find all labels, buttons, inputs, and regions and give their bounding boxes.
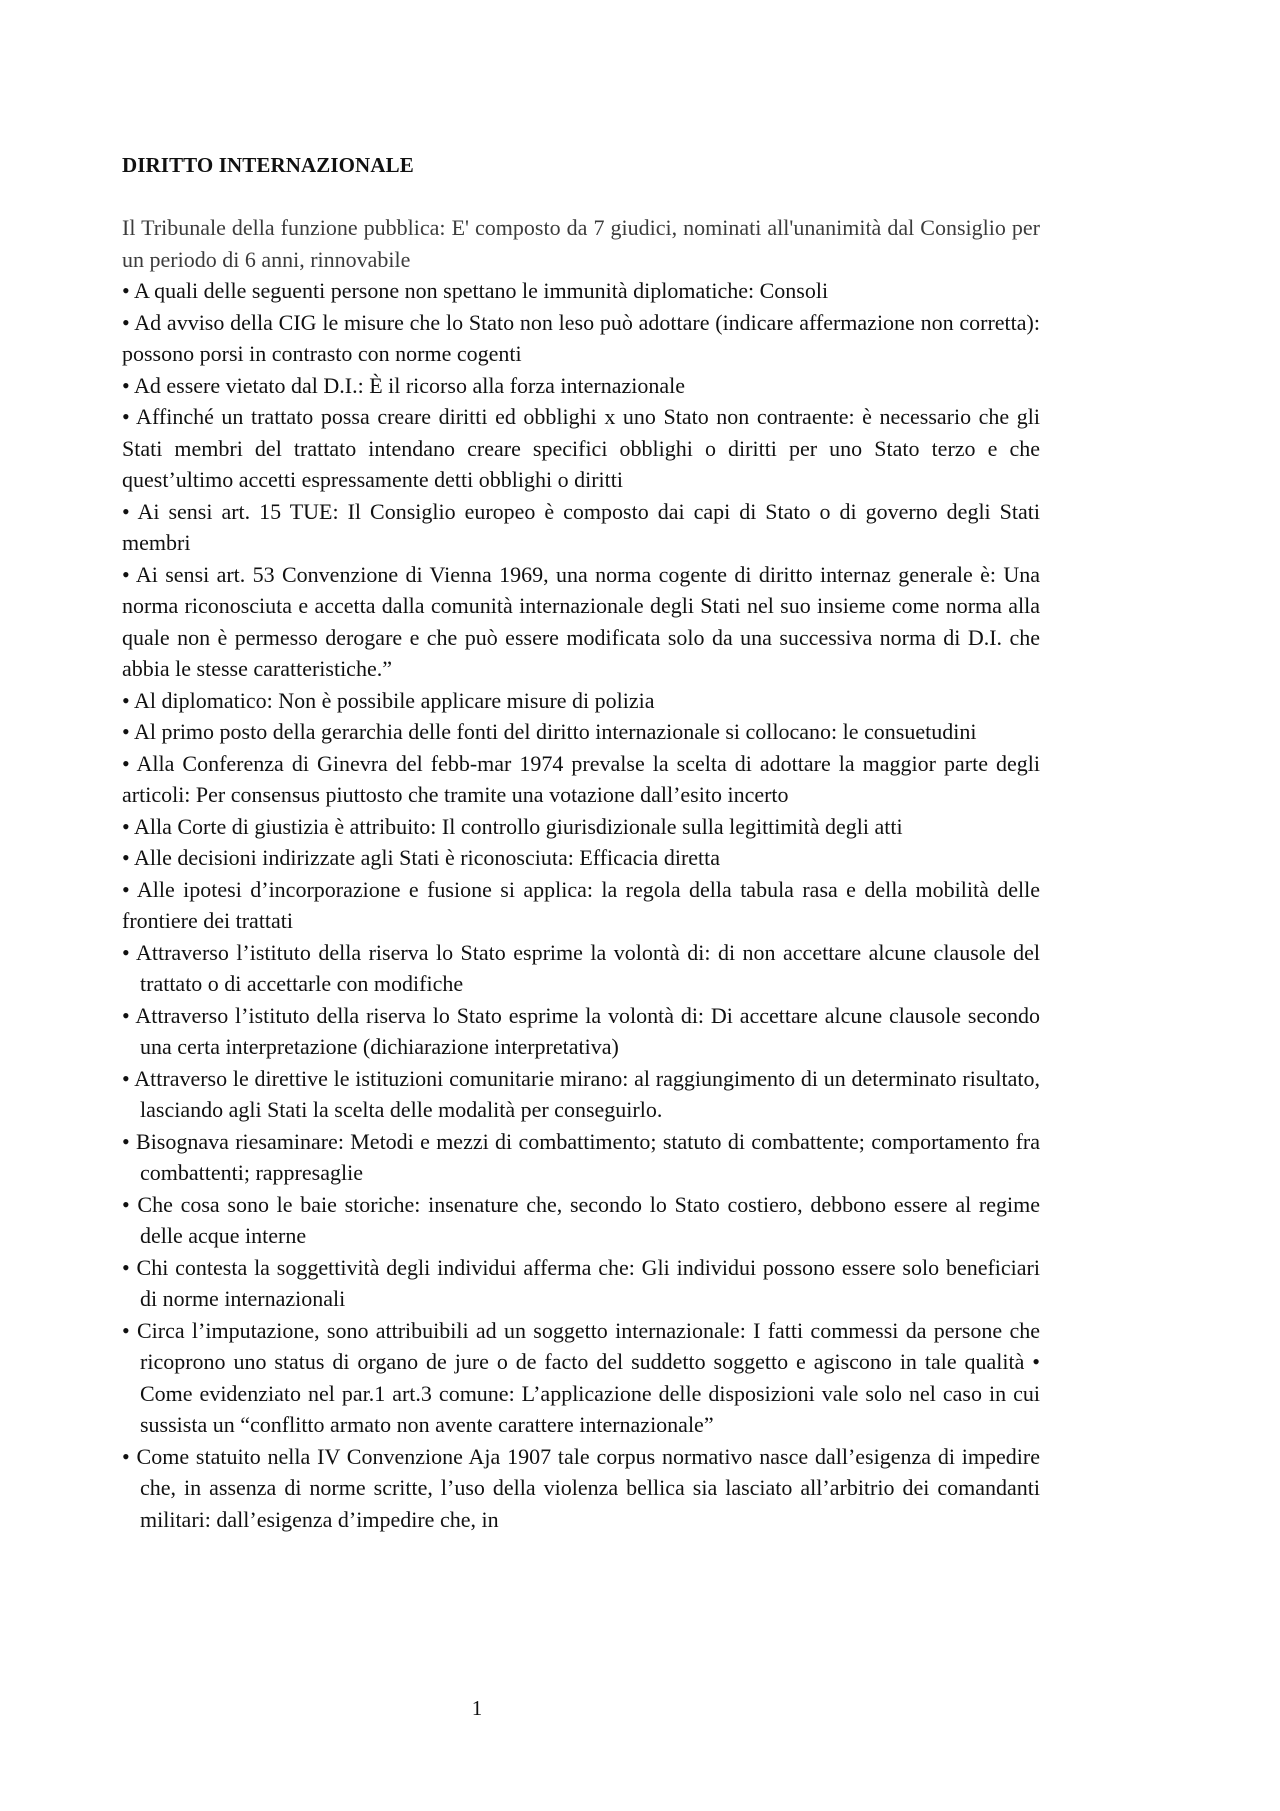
hanging-bullet-item: • Che cosa sono le baie storiche: insenature che, secondo lo Stato costiero, debbono essere al regime delle acque interne xyxy=(122,1191,1040,1248)
intro-paragraph: Il Tribunale della funzione pubblica: E' composto da 7 giudici, nominati all'unanimità dal Consiglio per un periodo di 6 anni, rinnovabile xyxy=(122,215,1040,272)
bullet-item: • Ai sensi art. 53 Convenzione di Vienna 1969, una norma cogente di diritto internaz generale è: Una norma riconosciuta e accetta dalla comunità internazionale degli Stati nel suo insieme come norma alla quale non è permesso derogare e che può essere modificata solo da una successiva norma di D.I. che abbia le stesse caratteristiche.” xyxy=(122,561,1040,681)
hanging-bullet-item: • Bisognava riesaminare: Metodi e mezzi di combattimento; statuto di combattente; comportamento fra combattenti; rappresaglie xyxy=(122,1128,1040,1185)
bullet-item: • Alle ipotesi d’incorporazione e fusione si applica: la regola della tabula rasa e della mobilità delle frontiere dei trattati xyxy=(122,876,1040,933)
bullet-item: • Ad avviso della CIG le misure che lo Stato non leso può adottare (indicare affermazione non corretta): possono porsi in contrasto con norme cogenti xyxy=(122,309,1040,366)
bullet-item: • Alla Corte di giustizia è attribuito: Il controllo giurisdizionale sulla legittimità degli atti xyxy=(122,813,903,839)
bullet-item: • Affinché un trattato possa creare diritti ed obblighi x uno Stato non contraente: è necessario che gli Stati membri del trattato intendano creare specifici obblighi o diritti per uno Stato terzo e che quest’ultimo accetti espressamente detti obblighi o diritti xyxy=(122,404,1040,492)
hanging-bullet-item: • Attraverso l’istituto della riserva lo Stato esprime la volontà di: Di accettare alcune clausole secondo una certa interpretazione (dichiarazione interpretativa) xyxy=(122,1002,1040,1059)
bullet-item: • Alla Conferenza di Ginevra del febb-mar 1974 prevalse la scelta di adottare la maggior parte degli articoli: Per consensus piuttosto che tramite una votazione dall’esito incerto xyxy=(122,750,1040,807)
bullet-item: • Al diplomatico: Non è possibile applicare misure di polizia xyxy=(122,687,655,713)
document-title: DIRITTO INTERNAZIONALE xyxy=(122,153,414,177)
document-body xyxy=(122,150,1040,1535)
bullet-item: • A quali delle seguenti persone non spettano le immunità diplomatiche: Consoli xyxy=(122,278,829,303)
hanging-bullet-item: • Attraverso le direttive le istituzioni comunitarie mirano: al raggiungimento di un determinato risultato, lasciando agli Stati la scelta delle modalità per conseguirlo. xyxy=(122,1065,1040,1122)
page-number: 1 xyxy=(471,1696,483,1720)
bullet-item: • Ad essere vietato dal D.I.: È il ricorso alla forza internazionale xyxy=(122,372,685,398)
bullet-item: • Al primo posto della gerarchia delle fonti del diritto internazionale si collocano: le consuetudini xyxy=(122,719,977,744)
hanging-bullet-item: • Attraverso l’istituto della riserva lo Stato esprime la volontà di: di non accettare alcune clausole del trattato o di accettarle con modifiche xyxy=(122,939,1040,996)
bullet-item: • Ai sensi art. 15 TUE: Il Consiglio europeo è composto dai capi di Stato o di governo degli Stati membri xyxy=(122,498,1040,555)
bullet-item: • Alle decisioni indirizzate agli Stati è riconosciuta: Efficacia diretta xyxy=(122,845,721,870)
hanging-bullet-item: • Circa l’imputazione, sono attribuibili ad un soggetto internazionale: I fatti commessi da persone che ricoprono uno status di organo de jure o de facto del suddetto soggetto e agiscono in tale qualità • Come evidenziato nel par.1 art.3 comune: L’applicazione delle disposizioni vale solo nel caso in cui sussista un “conflitto armato non avente carattere internazionale” xyxy=(122,1317,1040,1437)
hanging-bullet-item: • Chi contesta la soggettività degli individui afferma che: Gli individui possono essere solo beneficiari di norme internazionali xyxy=(122,1254,1040,1311)
hanging-bullet-item: • Come statuito nella IV Convenzione Aja 1907 tale corpus normativo nasce dall’esigenza di impedire che, in assenza di norme scritte, l’uso della violenza bellica sia lasciato all’arbitrio dei comandanti militari: dall’esigenza d’impedire che, in xyxy=(122,1443,1040,1532)
